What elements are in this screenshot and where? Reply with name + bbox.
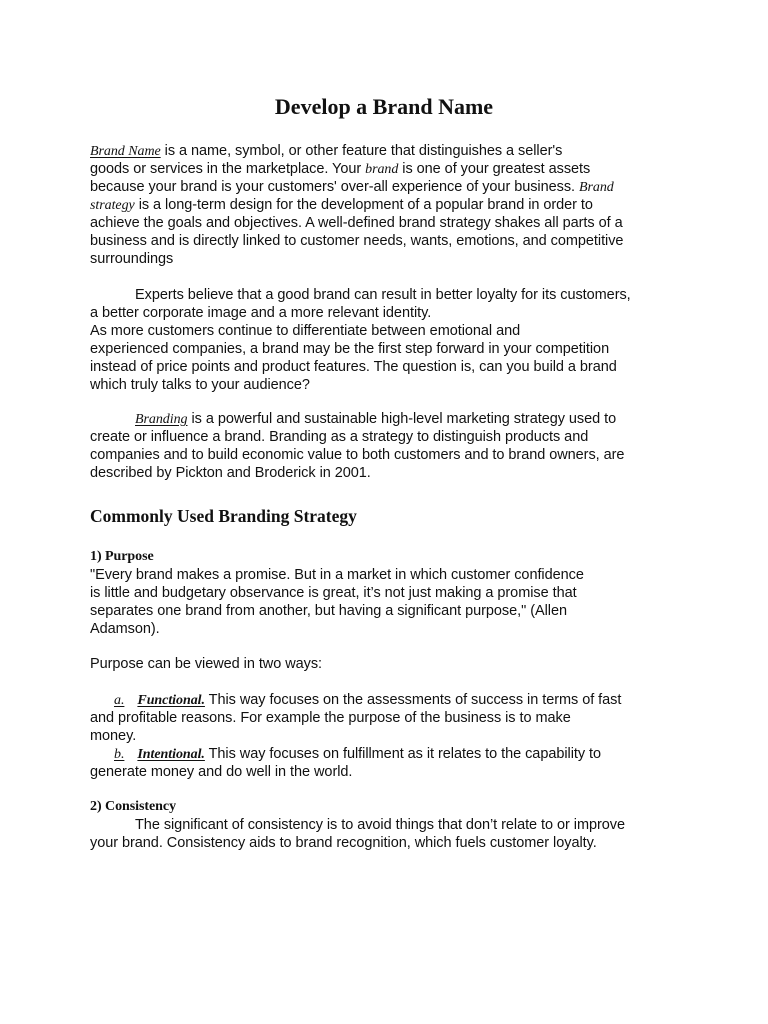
functional-line-3: money. xyxy=(90,728,137,744)
list-item-functional xyxy=(90,691,670,709)
intro-line-5: achieve the goals and objectives. A well-defined brand strategy shakes all parts of a xyxy=(90,215,623,231)
list-item-intentional xyxy=(90,745,670,763)
intro-line-3 xyxy=(90,178,670,196)
intro-line-1 xyxy=(90,142,670,160)
section-title: Commonly Used Branding Strategy xyxy=(90,506,357,526)
experts-line-2: a better corporate image and a more relevant identity. xyxy=(90,305,432,321)
branding-line-1 xyxy=(90,410,670,428)
functional-line-1-text: This way focuses on the assessments of success in terms of fast xyxy=(204,692,622,708)
experts-line-1: Experts believe that a good brand can result in better loyalty for its customers, xyxy=(135,287,631,303)
term-strategy-word: strategy xyxy=(90,198,135,213)
intentional-line-2: generate money and do well in the world. xyxy=(90,764,353,780)
consistency-line-2: your brand. Consistency aids to brand recognition, which fuels customer loyalty. xyxy=(90,835,597,851)
experts-paragraph xyxy=(90,286,670,394)
branding-line-1-text: is a powerful and sustainable high-level marketing strategy used to xyxy=(187,411,617,427)
branding-paragraph xyxy=(90,410,670,482)
purpose-line-2: is little and budgetary observance is great, it’s not just making a promise that xyxy=(90,585,577,601)
branding-line-4: described by Pickton and Broderick in 2001. xyxy=(90,465,371,481)
intro-line-7: surroundings xyxy=(90,251,174,267)
list-letter-b: b. xyxy=(114,747,125,762)
consistency-section xyxy=(90,798,670,852)
intro-line-6: business and is directly linked to customer needs, wants, emotions, and competitive xyxy=(90,233,624,249)
purpose-ways xyxy=(90,655,670,673)
purpose-list xyxy=(90,691,670,781)
purpose-section xyxy=(90,548,670,638)
intro-line-4-text: is a long-term design for the development of a popular brand in order to xyxy=(134,197,593,213)
intro-line-4 xyxy=(90,196,670,214)
purpose-ways-text: Purpose can be viewed in two ways: xyxy=(90,656,323,672)
purpose-line-1: "Every brand makes a promise. But in a market in which customer confidence xyxy=(90,567,584,583)
term-branding: Branding xyxy=(135,412,188,427)
term-brand-name: Brand Name xyxy=(90,144,161,159)
experts-line-4: experienced companies, a brand may be the first step forward in your competition xyxy=(90,341,610,357)
branding-line-2: create or influence a brand. Branding as a strategy to distinguish products and xyxy=(90,429,589,445)
term-brand-word: Brand xyxy=(579,180,614,195)
purpose-line-4: Adamson). xyxy=(90,621,160,637)
intro-line-2-start: goods or services in the marketplace. Your xyxy=(90,161,366,177)
experts-line-3: As more customers continue to differentiate between emotional and xyxy=(90,323,521,339)
intro-line-2 xyxy=(90,160,670,178)
consistency-heading: 2) Consistency xyxy=(90,799,177,814)
purpose-heading: 1) Purpose xyxy=(90,549,154,564)
list-letter-a: a. xyxy=(114,693,125,708)
intro-line-3-start: because your brand is your customers' over-all experience of your business. xyxy=(90,179,579,195)
intro-paragraph xyxy=(90,142,670,268)
page-title: Develop a Brand Name xyxy=(274,94,494,119)
intentional-line-1-text: This way focuses on fulfillment as it relates to the capability to xyxy=(204,746,602,762)
term-intentional: Intentional. xyxy=(137,747,205,762)
term-brand: brand xyxy=(365,162,399,177)
experts-line-5: instead of price points and product features. The question is, can you build a brand xyxy=(90,359,617,375)
intro-line-2-end: is one of your greatest assets xyxy=(398,161,591,177)
experts-line-6: which truly talks to your audience? xyxy=(90,377,310,393)
term-functional: Functional. xyxy=(137,693,205,708)
intro-line-1-text: is a name, symbol, or other feature that distinguishes a seller's xyxy=(160,143,563,159)
consistency-line-1: The significant of consistency is to avoid things that don’t relate to or improve xyxy=(135,817,626,833)
branding-line-3: companies and to build economic value to both customers and to brand owners, are xyxy=(90,447,625,463)
purpose-line-3: separates one brand from another, but having a significant purpose," (Allen xyxy=(90,603,567,619)
functional-line-2: and profitable reasons. For example the purpose of the business is to make xyxy=(90,710,571,726)
